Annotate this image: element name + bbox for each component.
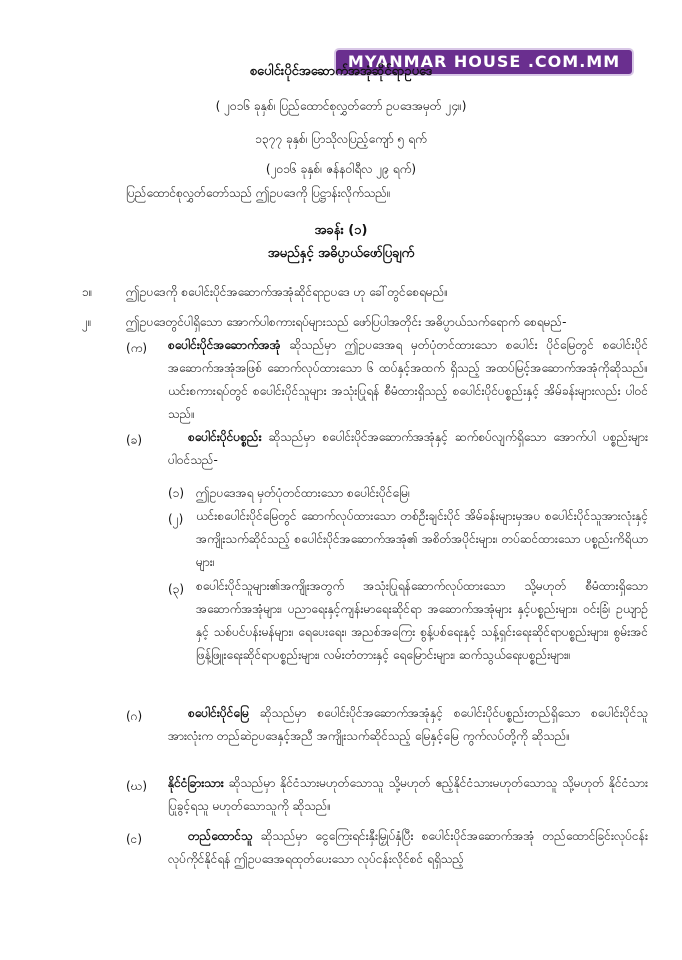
clause-kha [168,426,648,472]
law-title: စပေါင်းပိုင်အဆောက်အအုံဆိုင်ရာဥပဒေ [249,64,433,79]
clause-ga-marker: (ဂ) [126,709,143,723]
clause-gha-text: ဆိုသည်မှာ နိုင်ငံသားမဟုတ်သောသူ သို့မဟုတ် ဧည့်နိုင်ငံသားမဟုတ်သောသူ သို့မဟုတ် နိုင်ငံသားပြုခွင့်ရသူ မဟုတ်သောသူကို ဆိုသည်။ [168,776,648,813]
section-1-number: ၁။ [82,285,93,299]
clause-kha-1-text: ဤဥပဒေအရ မှတ်ပုံတင်ထားသော စပေါင်းပိုင်မြေ၊ [196,486,410,500]
clause-gha [168,772,648,818]
section-2-number: ၂။ [82,315,92,329]
myanmar-date-line: ၁၃၇၇ ခုနှစ်၊ ပြာသိုလပြည့်ကျော် ၅ ရက် [255,132,427,146]
clause-kha-1-marker: (၁) [168,486,185,500]
clause-nga-text: ဆိုသည်မှာ ငွေကြေးရင်းနှီးမြှုပ်နှံပြီး စပေါင်းပိုင်အဆောက်အအုံ တည်ထောင်ခြင်းလုပ်ငန်း လုပ်ကိုင်နိုင်ရန် ဤဥပဒေအရထုတ်ပေးသော လုပ်ငန်းလိုင်စင် ရရှိသည့် [168,829,648,866]
enactment-statement: ပြည်ထောင်စုလွှတ်တော်သည် ဤဥပဒေကို ပြဋ္ဌာန်းလိုက်သည်။ [126,186,391,200]
clause-nga-marker: (င) [126,832,143,846]
clause-ga-term: စပေါင်းပိုင်မြေ [188,706,250,720]
chapter-title: အမည်နှင့် အဓိပ္ပာယ်ဖော်ပြချက် [267,246,415,261]
clause-kha-marker: (ခ) [126,433,143,447]
clause-ka-text: ဆိုသည်မှာ ဤဥပဒေအရ မှတ်ပုံတင်ထားသော စပေါင်း ပိုင်မြေတွင် စပေါင်းပိုင်အဆောက်အအုံအဖြစ် ဆောက်လုပ်ထားသော ၆ ထပ်နှင့်အထက် ရှိသည့် အထပ်မြင့်အဆောက်အအုံကိုဆိုသည်။ ယင်းစကားရပ်တွင် စပေါင်းပိုင်သူများ အသုံးပြုရန် စီမံထားရှိသည့် စပေါင်းပိုင်ပစ္စည်းနှင့် အိမ်ခန်းများလည်း ပါဝင်သည်။ [168,338,648,421]
clause-gha-term: နိုင်ငံခြားသား [168,776,224,790]
clause-ka [168,334,648,426]
section-2-text: ဤဥပဒေတွင်ပါရှိသော အောက်ပါစကားရပ်များသည် ဖော်ပြပါအတိုင်း အဓိပ္ပာယ်သက်ရောက် စေရမည်- [126,315,567,329]
watermark-banner: MYANMAR HOUSE .COM.MM [336,50,632,74]
clause-kha-2-text: ယင်းစပေါင်းပိုင်မြေတွင် ဆောက်လုပ်ထားသော တစ်ဦးချင်းပိုင် အိမ်ခန်းများမှအပ စပေါင်းပိုင်သူအားလုံးနှင့် အကျိုးသက်ဆိုင်သည့် စပေါင်းပိုင်အဆောက်အအုံ၏ အစိတ်အပိုင်းများ၊ တပ်ဆင်ထားသော ပစ္စည်းကိရိယာများ၊ [196,509,648,569]
clause-ga-text: ဆိုသည်မှာ စပေါင်းပိုင်အဆောက်အအုံနှင့် စပေါင်းပိုင်ပစ္စည်းတည်ရှိသော စပေါင်းပိုင်သူအားလုံးက တည်ဆဲဥပဒေနှင့်အညီ အကျိုးသက်ဆိုင်သည့် မြေနှင့်မြေ ကွက်လပ်တို့ကို ဆိုသည်။ [168,706,648,743]
law-number-line: ( ၂၀၁၆ ခုနှစ်၊ ပြည်ထောင်စုလွှတ်တော် ဥပဒေအမှတ် ၂၄။) [215,99,467,113]
clause-gha-marker: (ဃ) [126,779,148,793]
clause-ga [168,702,648,748]
clause-ka-marker: (က) [126,341,148,355]
section-1-text: ဤဥပဒေကို စပေါင်းပိုင်အဆောက်အအုံဆိုင်ရာဥပဒေ ဟု ခေါ်တွင်စေရမည်။ [126,285,449,299]
clause-nga [168,825,648,871]
clause-kha-text: ဆိုသည်မှာ စပေါင်းပိုင်အဆောက်အအုံနှင့် ဆက်စပ်လျက်ရှိသော အောက်ပါ ပစ္စည်းများ ပါဝင်သည်- [168,430,648,467]
clause-kha-2-marker: (၂) [168,512,184,526]
clause-nga-term: တည်ထောင်သူ [188,829,253,843]
clause-kha-term: စပေါင်းပိုင်ပစ္စည်း [188,430,262,444]
chapter-number: အခန်း (၁) [314,223,368,238]
clause-kha-3-marker: (၃) [168,582,185,596]
gregorian-date-line: (၂၀၁၆ ခုနှစ်၊ ဇန်နဝါရီလ ၂၉ ရက်) [265,162,417,176]
clause-kha-3-text: စပေါင်းပိုင်သူများ၏အကျိုးအတွက် အသုံးပြုရန်ဆောက်လုပ်ထားသော သို့မဟုတ် စီမံထားရှိသော အဆောက်အအုံများ၊ ပညာရေးနှင့်ကျန်းမာရေးဆိုင်ရာ အဆောက်အအုံများ နှင့်ပစ္စည်းများ၊ ဝင်းခြံ၊ ဥယျာဉ်နှင့် သစ်ပင်ပန်းမန်များ၊ ရေပေးရေး၊ အညစ်အကြေး စွန့်ပစ်ရေးနှင့် သန့်ရှင်းရေးဆိုင်ရာပစ္စည်းများ၊ စွမ်းအင်ဖြန့်ဖြူးရေးဆိုင်ရာပစ္စည်းများ၊ လမ်းတံတားနှင့် ရေမြောင်းများ၊ ဆက်သွယ်ရေးပစ္စည်းများ။ [196,579,648,662]
clause-ka-term: စပေါင်းပိုင်အဆောက်အအုံ [168,338,281,352]
